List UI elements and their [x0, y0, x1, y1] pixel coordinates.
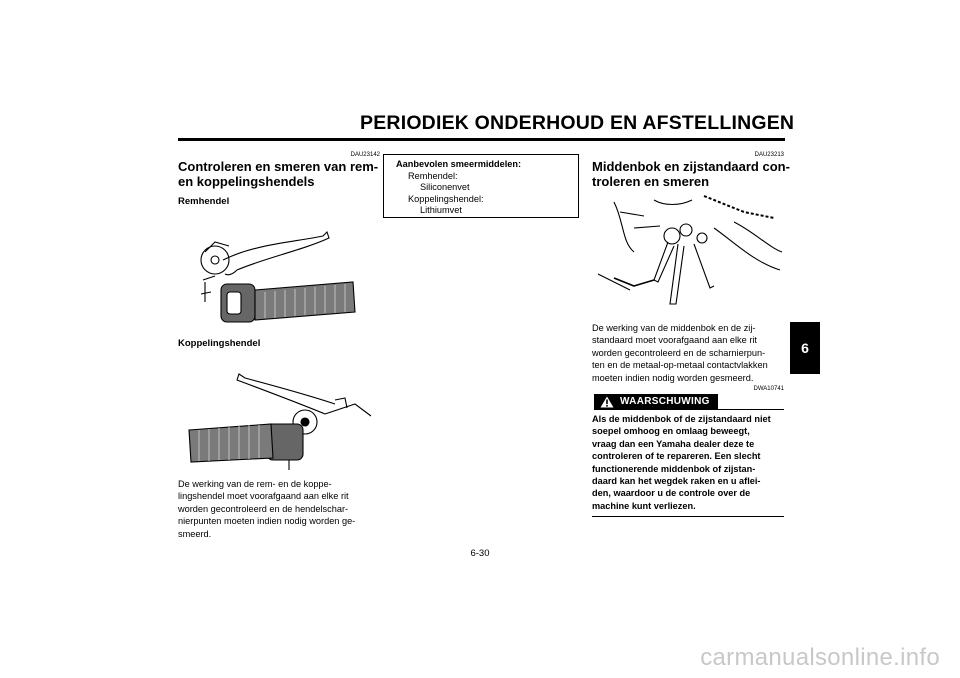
page-number: 6-30 — [470, 548, 490, 559]
warning-paragraph — [592, 413, 784, 512]
chapter-tab[interactable]: 6 — [790, 322, 820, 374]
text-line: Als de middenbok of de zijstandaard niet — [592, 414, 771, 424]
watermark: carmanualsonline.info — [700, 644, 940, 671]
section-title-line: troleren en smeren — [592, 174, 710, 189]
brake-lever-lubricant-label: Remhendel: — [408, 170, 458, 181]
clutch-lever-subheading: Koppelingshendel — [178, 338, 261, 349]
text-line: daard kan het wegdek raken en u aflei- — [592, 476, 761, 487]
stand-illustration — [594, 192, 784, 312]
lever-check-paragraph — [178, 478, 374, 540]
warning-label: WAARSCHUWING — [620, 396, 710, 407]
recommended-lubricants-heading: Aanbevolen smeermiddelen: — [396, 159, 522, 169]
brake-lever-illustration — [185, 222, 375, 330]
page-header-title: PERIODIEK ONDERHOUD EN AFSTELLINGEN — [360, 112, 795, 134]
section-title — [178, 159, 383, 189]
recommended-lubricants-box — [383, 154, 579, 218]
text-line: lingshendel moet voorafgaand aan elke rit — [178, 491, 349, 502]
clutch-lever-lubricant-label: Koppelingshendel: — [408, 193, 484, 204]
section-title — [592, 159, 792, 189]
text-line: den, waardoor u de controle over de — [592, 488, 751, 499]
text-line: worden gecontroleerd en de hendelschar- — [178, 503, 349, 514]
text-line: ten en de metaal-op-metaal contactvlakken — [592, 360, 768, 371]
text-line: nierpunten moeten indien nodig worden ge- — [178, 516, 356, 527]
stand-check-paragraph — [592, 322, 784, 384]
brake-lever-lubricant-value: Siliconenvet — [420, 182, 470, 193]
section-title-line: en koppelingshendels — [178, 174, 315, 189]
warning-badge — [594, 394, 718, 410]
text-line: machine kunt verliezen. — [592, 500, 696, 511]
text-line: vraag dan een Yamaha dealer deze te — [592, 438, 755, 449]
text-line: standaard moet voorafgaand aan elke rit — [592, 335, 757, 346]
header-rule — [178, 138, 785, 141]
section-ref-code: DAU23213 — [754, 152, 784, 158]
section-title-line: Middenbok en zijstandaard con- — [592, 159, 790, 174]
text-line: smeerd. — [178, 528, 212, 539]
section-ref-code: DAU23142 — [350, 152, 380, 158]
clutch-lever-lubricant-value: Lithiumvet — [420, 205, 462, 216]
text-line: functionerende middenbok of zijstan- — [592, 463, 756, 474]
warning-icon — [600, 396, 614, 408]
clutch-lever-illustration — [185, 364, 377, 472]
warning-end-rule — [592, 516, 784, 517]
brake-lever-subheading: Remhendel — [178, 196, 230, 207]
warning-ref-code: DWA10741 — [753, 386, 784, 392]
text-line: worden gecontroleerd en de scharnierpun- — [592, 347, 766, 358]
section-title-line: Controleren en smeren van rem- — [178, 159, 379, 174]
text-line: De werking van de rem- en de koppe- — [178, 479, 332, 489]
text-line: controleren of te repareren. Een slecht — [592, 451, 761, 462]
text-line: moeten indien nodig worden gesmeerd. — [592, 372, 754, 383]
text-line: De werking van de middenbok en de zij- — [592, 323, 756, 333]
warning-rule — [718, 409, 784, 410]
text-line: soepel omhoog en omlaag beweegt, — [592, 426, 750, 437]
